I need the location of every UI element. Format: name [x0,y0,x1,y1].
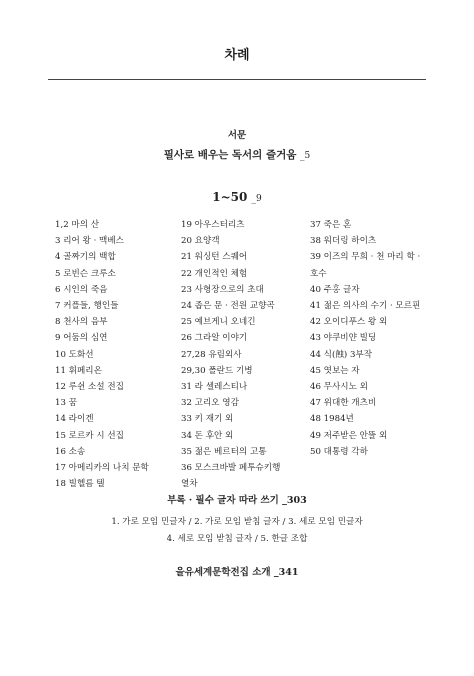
toc-entry: 43 야쿠비얀 빌딩 [310,333,377,344]
toc-entry: 22 개인적인 체험 [181,268,248,279]
toc-entry: 14 라이겐 [55,414,94,425]
toc-entry: 25 예브게니 오네긴 [181,317,256,328]
toc-entry: 42 오이디푸스 왕 외 [310,317,388,328]
book-list-column-1 [55,217,177,492]
toc-entry: 26 그라알 이야기 [181,333,248,344]
preface-entry-title: 필사로 배우는 독서의 즐거움 [163,149,297,161]
appendix-contents-line-2: 4. 세로 모임 받침 글자 / 5. 한글 조합 [166,534,308,544]
series-intro-page-number: _341 [273,567,299,578]
toc-entry: 16 소송 [55,446,86,457]
toc-entry: 1,2 마의 산 [55,220,100,230]
toc-entry: 12 루쉰 소설 전집 [55,382,124,393]
toc-entry: 20 요양객 [181,236,220,247]
toc-entry: 44 식(蝕) 3부작 [310,349,373,360]
toc-entry: 40 주홍 글자 [310,284,360,295]
range-page-number: _9 [251,194,262,204]
toc-entry: 열차 [181,479,198,490]
toc-entry: 48 1984년 [310,414,354,425]
toc-entry: 27,28 유림외사 [181,349,242,360]
toc-entry: 호수 [310,268,327,279]
toc-entry: 24 좁은 문 · 전원 교향곡 [181,301,275,312]
series-intro-title: 을유세계문학전집 소개 [175,567,271,578]
preface-entry [0,147,474,162]
toc-entry: 36 모스크바발 페투슈키행 [181,463,281,474]
toc-entry: 50 대통령 각하 [310,446,368,457]
appendix-title: 부록 · 필수 글자 따라 쓰기 [167,495,279,506]
toc-entry: 29,30 폴란드 기병 [181,365,253,376]
appendix-contents-line-1: 1. 가로 모임 민글자 / 2. 가로 모임 받침 글자 / 3. 세로 모임 민글자 [111,517,363,527]
toc-entry: 10 도화선 [55,349,94,360]
toc-entry: 3 리어 왕 · 맥베스 [55,236,124,247]
toc-entry: 8 천사의 음부 [55,317,108,328]
range-heading [0,190,474,204]
toc-entry: 45 엿보는 자 [310,365,360,376]
toc-entry: 18 빌헬름 텔 [55,479,105,490]
toc-entry: 39 이즈의 무희 · 천 마리 학 · [310,252,421,263]
toc-entry: 34 돈 후안 외 [181,430,234,441]
toc-entry: 31 라 셀레스티나 [181,382,248,393]
toc-entry: 41 젊은 의사의 수기 · 모르핀 [310,301,421,312]
toc-entry: 32 고리오 영감 [181,398,239,409]
title-divider [48,79,426,80]
toc-entry: 47 위대한 개츠비 [310,398,377,409]
toc-entry: 15 로르카 시 선집 [55,430,124,441]
toc-entry: 7 커플들, 행인들 [55,301,119,312]
toc-entry: 21 워싱턴 스퀘어 [181,252,248,263]
preface-heading: 서문 [227,130,247,141]
toc-entry: 23 사형장으로의 초대 [181,284,264,295]
toc-entry: 9 어둠의 심연 [55,333,108,344]
toc-entry: 49 저주받은 안뜰 외 [310,430,388,441]
appendix-page-number: _303 [282,495,307,506]
toc-entry: 17 아메리카의 나치 문학 [55,463,149,474]
toc-entry: 33 키 재기 외 [181,414,234,425]
page-title: 차례 [224,48,250,63]
toc-entry: 35 젊은 베르터의 고통 [181,446,267,457]
book-list-column-2 [181,217,305,492]
toc-entry: 37 죽은 혼 [310,220,352,230]
preface-page-number: _5 [300,151,311,161]
toc-entry: 19 아우스터리츠 [181,220,245,230]
book-list [0,217,474,490]
toc-entry: 4 골짜기의 백합 [55,252,116,263]
toc-entry: 6 시인의 죽음 [55,284,108,295]
series-intro-heading [0,564,474,578]
range-label: 1~50 [212,190,248,204]
book-list-column-3 [310,217,440,460]
toc-entry: 11 휘페리온 [55,365,102,376]
toc-entry: 13 꿈 [55,398,77,409]
toc-entry: 46 무사시노 외 [310,382,368,393]
appendix-heading [0,492,474,506]
toc-entry: 38 워더링 하이츠 [310,236,377,247]
toc-entry: 5 로빈슨 크루소 [55,268,116,279]
